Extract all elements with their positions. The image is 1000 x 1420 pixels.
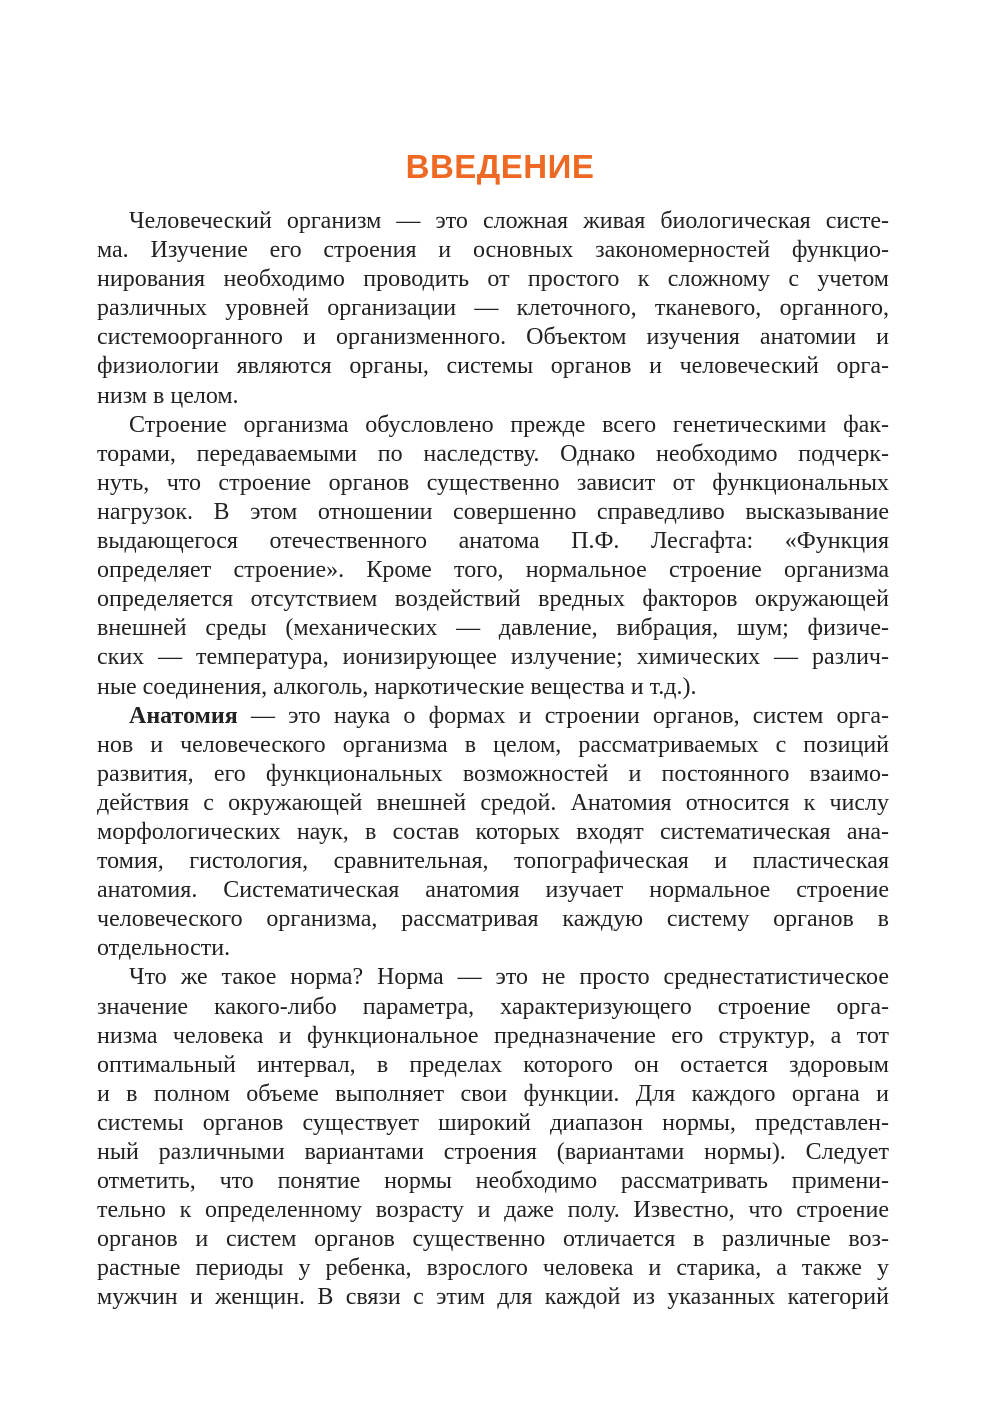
text-line: оптимальный интервал, в пределах которого он остается здоровым xyxy=(97,1051,889,1078)
text-line: тельно к определенному возрасту и даже полу. Известно, что строение xyxy=(97,1197,889,1224)
text-fragment: — это наука о формах и строении органов, систем орга- xyxy=(237,702,889,729)
text-line: определяет строение». Кроме того, нормальное строение организма xyxy=(97,557,889,584)
text-line: определяется отсутствием воздействий вредных факторов окружающей xyxy=(97,586,889,613)
text-line: ских — температура, ионизирующее излучение; химических — различ- xyxy=(97,644,889,671)
text-line: и в полном объеме выполняет свои функции. Для каждого органа и xyxy=(97,1080,889,1107)
text-line: нагрузок. В этом отношении совершенно справедливо высказывание xyxy=(97,498,889,525)
text-line: значение какого-либо параметра, характеризующего строение орга- xyxy=(97,993,889,1020)
text-line: системы органов существует широкий диапазон нормы, представлен- xyxy=(97,1109,889,1136)
page-title: ВВЕДЕНИЕ xyxy=(405,148,595,185)
text-line: томия, гистология, сравнительная, топографическая и пластическая xyxy=(97,848,889,875)
text-line: развития, его функциональных возможностей и постоянного взаимо- xyxy=(97,760,889,787)
text-line: системоорганного и организменного. Объектом изучения анатомии и xyxy=(97,324,889,351)
text-line: мужчин и женщин. В связи с этим для каждой из указанных категорий xyxy=(97,1284,889,1311)
text-line: Строение организма обусловлено прежде всего генетическими фак- xyxy=(129,411,889,438)
paragraph-4 xyxy=(97,963,889,1312)
text-line: низм в целом. xyxy=(97,382,239,409)
text-line: торами, передаваемыми по наследству. Однако необходимо подчерк- xyxy=(97,440,889,467)
paragraph-3 xyxy=(97,702,889,964)
text-line: органов и систем органов существенно отличается в различные воз- xyxy=(97,1226,889,1253)
paragraph-1 xyxy=(97,207,889,411)
text-line: ма. Изучение его строения и основных закономерностей функцио- xyxy=(97,237,889,264)
text-line: морфологических наук, в состав которых входят систематическая ана- xyxy=(97,818,889,845)
text-line xyxy=(97,702,889,731)
text-line: различных уровней организации — клеточного, тканевого, органного, xyxy=(97,295,889,322)
text-line: внешней среды (механических — давление, вибрация, шум; физиче- xyxy=(97,615,889,642)
text-line: ный различными вариантами строения (вариантами нормы). Следует xyxy=(97,1139,889,1165)
text-line: Что же такое норма? Норма — это не просто среднестатистическое xyxy=(129,964,889,991)
body-text xyxy=(97,207,889,1313)
text-line: отдельности. xyxy=(97,935,231,962)
paragraph-2 xyxy=(97,411,889,702)
text-line: низма человека и функциональное предназначение его структур, а тот xyxy=(97,1022,889,1049)
text-line: ные соединения, алкоголь, наркотические вещества и т.д.). xyxy=(97,673,697,700)
text-line: Человеческий организм — это сложная живая биологическая систе- xyxy=(129,208,889,234)
text-line: нирования необходимо проводить от простого к сложному с учетом xyxy=(97,266,889,293)
text-line: выдающегося отечественного анатома П.Ф. Лесгафта: «Функция xyxy=(97,528,889,555)
text-line: физиологии являются органы, системы органов и человеческий орга- xyxy=(97,353,889,380)
text-line: растные периоды у ребенка, взрослого человека и старика, а также у xyxy=(97,1255,889,1282)
text-line: нов и человеческого организма в целом, рассматриваемых с позиций xyxy=(97,731,889,758)
text-line: отметить, что понятие нормы необходимо рассматривать примени- xyxy=(97,1168,889,1195)
term-anatomy: Анатомия xyxy=(129,702,238,729)
text-line: действия с окружающей внешней средой. Анатомия относится к числу xyxy=(97,789,889,816)
text-line: нуть, что строение органов существенно зависит от функциональных xyxy=(97,469,889,496)
text-line: анатомия. Систематическая анатомия изучает нормальное строение xyxy=(97,877,889,904)
text-line: человеческого организма, рассматривая каждую систему органов в xyxy=(97,906,889,933)
